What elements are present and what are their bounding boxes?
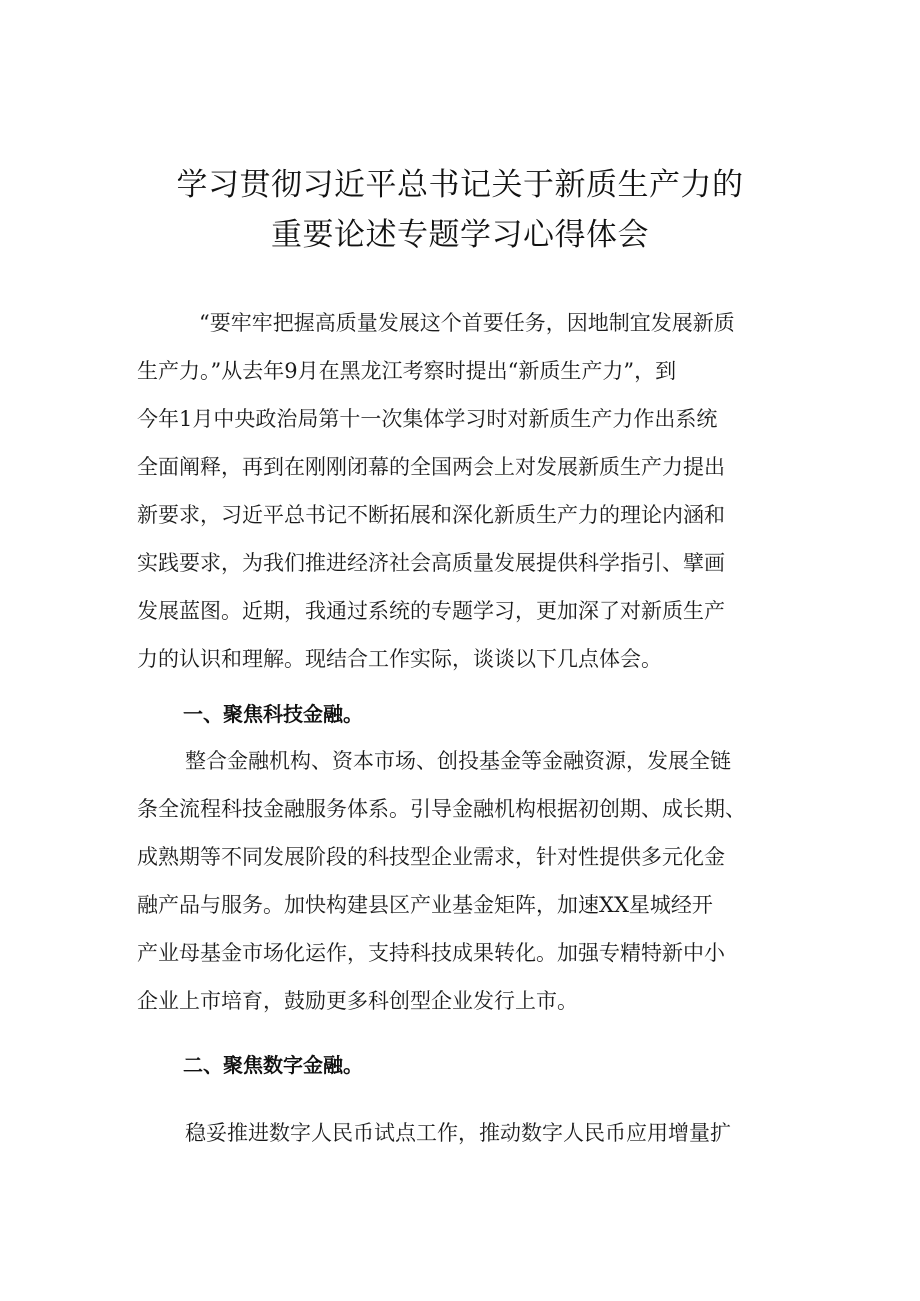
section1-line: 产业母基金市场化运作，支持科技成果转化。加强专精特新中小 xyxy=(137,941,725,965)
section1-line: 条全流程科技金融服务体系。引导金融机构根据初创期、成长期、 xyxy=(137,797,746,821)
section2-line: 稳妥推进数字人民币试点工作，推动数字人民币应用增量扩 xyxy=(185,1121,731,1145)
section1-line: 企业上市培育，鼓励更多科创型企业发行上市。 xyxy=(137,989,578,1013)
section1-line: 融产品与服务。加快构建县区产业基金矩阵，加速XX星城经开 xyxy=(137,893,713,917)
section-heading-1: 一、聚焦科技金融。 xyxy=(183,702,363,726)
intro-line: 发展蓝图。近期，我通过系统的专题学习，更加深了对新质生产 xyxy=(137,599,725,623)
section1-line: 整合金融机构、资本市场、创投基金等金融资源，发展全链 xyxy=(185,749,731,773)
section1-line: 成熟期等不同发展阶段的科技型企业需求，针对性提供多元化金 xyxy=(137,845,725,869)
intro-line: 新要求，习近平总书记不断拓展和深化新质生产力的理论内涵和 xyxy=(137,503,725,527)
document-title xyxy=(0,160,920,260)
intro-line: 力的认识和理解。现结合工作实际，谈谈以下几点体会。 xyxy=(137,647,662,671)
section-heading-2: 二、聚焦数字金融。 xyxy=(183,1053,363,1077)
title-line-2: 重要论述专题学习心得体会 xyxy=(271,217,649,253)
intro-line: 全面阐释，再到在刚刚闭幕的全国两会上对发展新质生产力提出 xyxy=(137,455,725,479)
intro-line: “要牢牢把握高质量发展这个首要任务，因地制宜发展新质 xyxy=(199,311,735,335)
intro-line: 今年1月中央政治局第十一次集体学习时对新质生产力作出系统 xyxy=(137,407,718,431)
intro-line: 实践要求，为我们推进经济社会高质量发展提供科学指引、擘画 xyxy=(137,551,725,575)
title-line-1: 学习贯彻习近平总书记关于新质生产力的 xyxy=(176,167,744,203)
intro-line: 生产力。”从去年9月在黑龙江考察时提出“新质生产力”，到 xyxy=(137,359,677,383)
